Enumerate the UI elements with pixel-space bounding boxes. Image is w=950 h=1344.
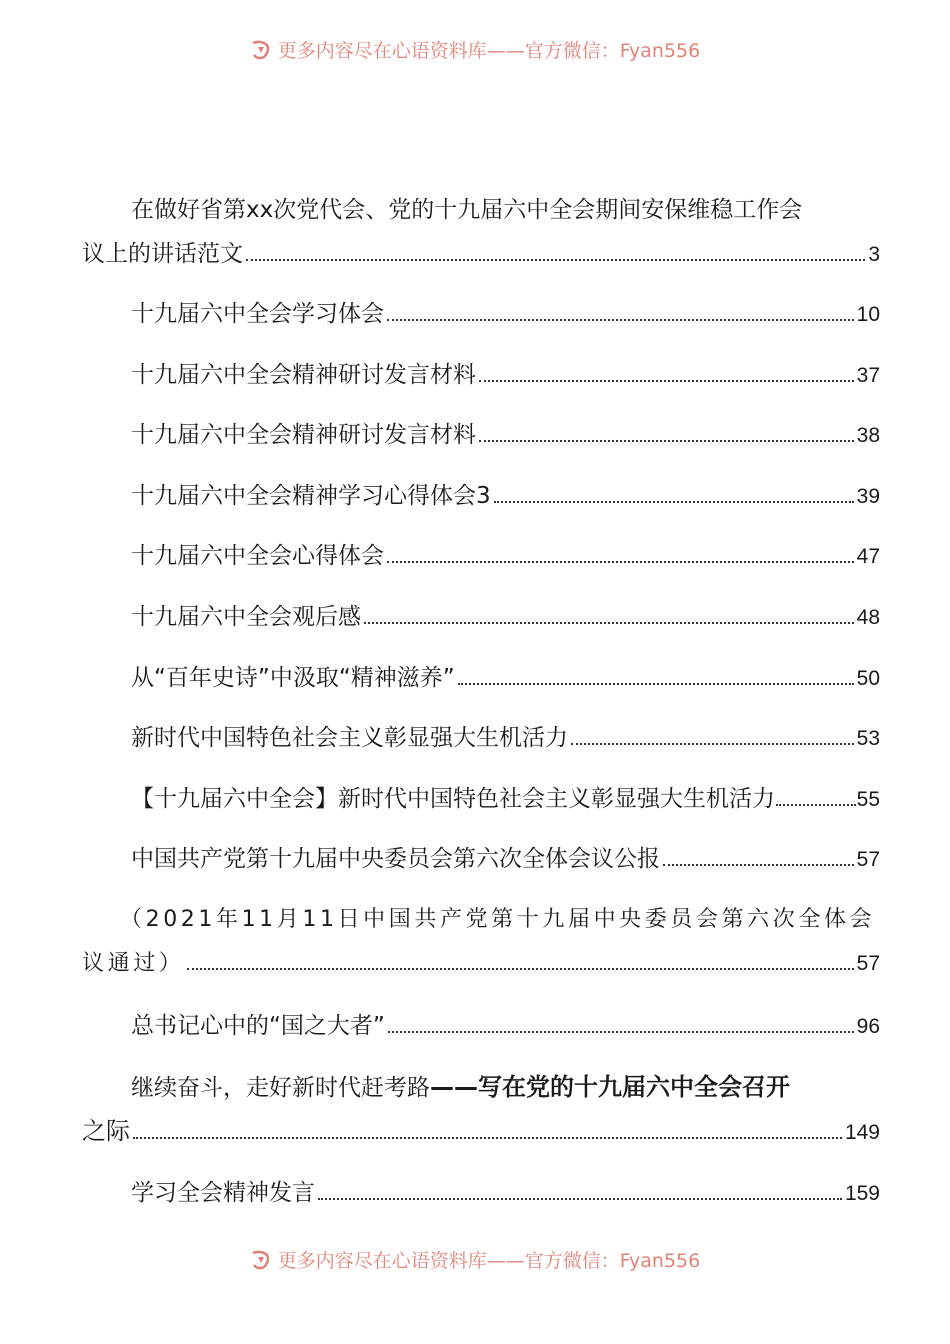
toc-subtitle: ——写在党的十九届六中全会召开 bbox=[430, 1073, 790, 1101]
toc-title: 总书记心中的“国之大者” bbox=[131, 1013, 385, 1039]
toc-entry[interactable] bbox=[82, 716, 880, 760]
toc-title-line1: 继续奋斗，走好新时代赶考路 bbox=[131, 1075, 430, 1101]
toc-title: 学习全会精神发言 bbox=[131, 1180, 315, 1206]
toc-page: 47 bbox=[856, 545, 880, 568]
toc-page: 48 bbox=[856, 606, 880, 629]
toc-entry[interactable] bbox=[82, 353, 880, 397]
toc-page: 159 bbox=[844, 1182, 880, 1205]
toc-title-line2: 议通过） bbox=[82, 951, 185, 976]
toc-entry[interactable] bbox=[82, 595, 880, 639]
dot-leader bbox=[571, 743, 854, 745]
toc-entry[interactable] bbox=[82, 292, 880, 336]
dot-leader bbox=[388, 1031, 854, 1033]
toc-title: 十九届六中全会心得体会 bbox=[131, 543, 384, 569]
toc-entry[interactable] bbox=[82, 1004, 880, 1048]
toc-page: 57 bbox=[856, 848, 880, 871]
dot-leader bbox=[387, 561, 854, 563]
toc-page: 50 bbox=[856, 667, 880, 690]
toc-entry[interactable] bbox=[82, 1065, 880, 1153]
dot-leader bbox=[246, 259, 865, 261]
footer-watermark bbox=[0, 1246, 950, 1273]
dot-leader bbox=[494, 501, 854, 503]
toc-entry[interactable] bbox=[82, 898, 880, 986]
logo-icon bbox=[250, 1249, 272, 1271]
toc-entry[interactable] bbox=[82, 837, 880, 881]
toc-entry[interactable] bbox=[82, 1171, 880, 1215]
toc-page: 57 bbox=[856, 952, 880, 975]
toc-page: 10 bbox=[856, 303, 880, 326]
toc-entry[interactable] bbox=[82, 534, 880, 578]
toc-title: 十九届六中全会精神学习心得体会3 bbox=[131, 483, 491, 509]
toc-title: 十九届六中全会观后感 bbox=[131, 604, 361, 630]
toc-page: 38 bbox=[856, 424, 880, 447]
dot-leader bbox=[387, 319, 854, 321]
toc-page: 37 bbox=[856, 364, 880, 387]
dot-leader bbox=[479, 380, 854, 382]
toc-page: 149 bbox=[844, 1121, 880, 1144]
toc-page: 39 bbox=[856, 485, 880, 508]
dot-leader bbox=[776, 804, 856, 806]
dot-leader bbox=[133, 1137, 842, 1139]
toc-entry[interactable] bbox=[82, 188, 880, 276]
toc-title: 十九届六中全会精神研讨发言材料 bbox=[131, 362, 476, 388]
toc-entry[interactable] bbox=[82, 474, 880, 518]
toc-entry[interactable] bbox=[82, 777, 880, 821]
dot-leader bbox=[458, 683, 854, 685]
header-watermark bbox=[0, 36, 950, 63]
dot-leader bbox=[663, 864, 854, 866]
toc-title-line1: 在做好省第xx次党代会、党的十九届六中全会期间安保维稳工作会 bbox=[131, 197, 803, 223]
toc-title-line1: （2021年11月11日中国共产党第十九届中央委员会第六次全体会 bbox=[120, 907, 876, 932]
toc-page: 3 bbox=[868, 243, 880, 266]
toc-title: 十九届六中全会学习体会 bbox=[131, 301, 384, 327]
toc-title: 新时代中国特色社会主义彰显强大生机活力 bbox=[131, 725, 568, 751]
toc-page: 55 bbox=[856, 788, 880, 811]
toc-title: 十九届六中全会精神研讨发言材料 bbox=[131, 422, 476, 448]
dot-leader bbox=[479, 440, 854, 442]
toc-title-line2: 议上的讲话范文 bbox=[82, 241, 243, 267]
toc-page: 53 bbox=[856, 727, 880, 750]
toc-title: 【十九届六中全会】新时代中国特色社会主义彰显强大生机活力 bbox=[131, 786, 775, 812]
toc-page: 96 bbox=[856, 1015, 880, 1038]
dot-leader bbox=[318, 1198, 842, 1200]
dot-leader bbox=[364, 622, 854, 624]
toc-title: 中国共产党第十九届中央委员会第六次全体会议公报 bbox=[131, 846, 660, 872]
logo-icon bbox=[250, 39, 272, 61]
watermark-text: 更多内容尽在心语资料库——官方微信：Fyan556 bbox=[277, 1250, 701, 1272]
dot-leader bbox=[187, 968, 853, 970]
toc-entry[interactable] bbox=[82, 413, 880, 457]
toc-entry[interactable] bbox=[82, 656, 880, 700]
toc-title: 从“百年史诗”中汲取“精神滋养” bbox=[131, 665, 455, 691]
toc-title-line2: 之际 bbox=[82, 1117, 130, 1145]
watermark-text: 更多内容尽在心语资料库——官方微信：Fyan556 bbox=[277, 40, 701, 62]
